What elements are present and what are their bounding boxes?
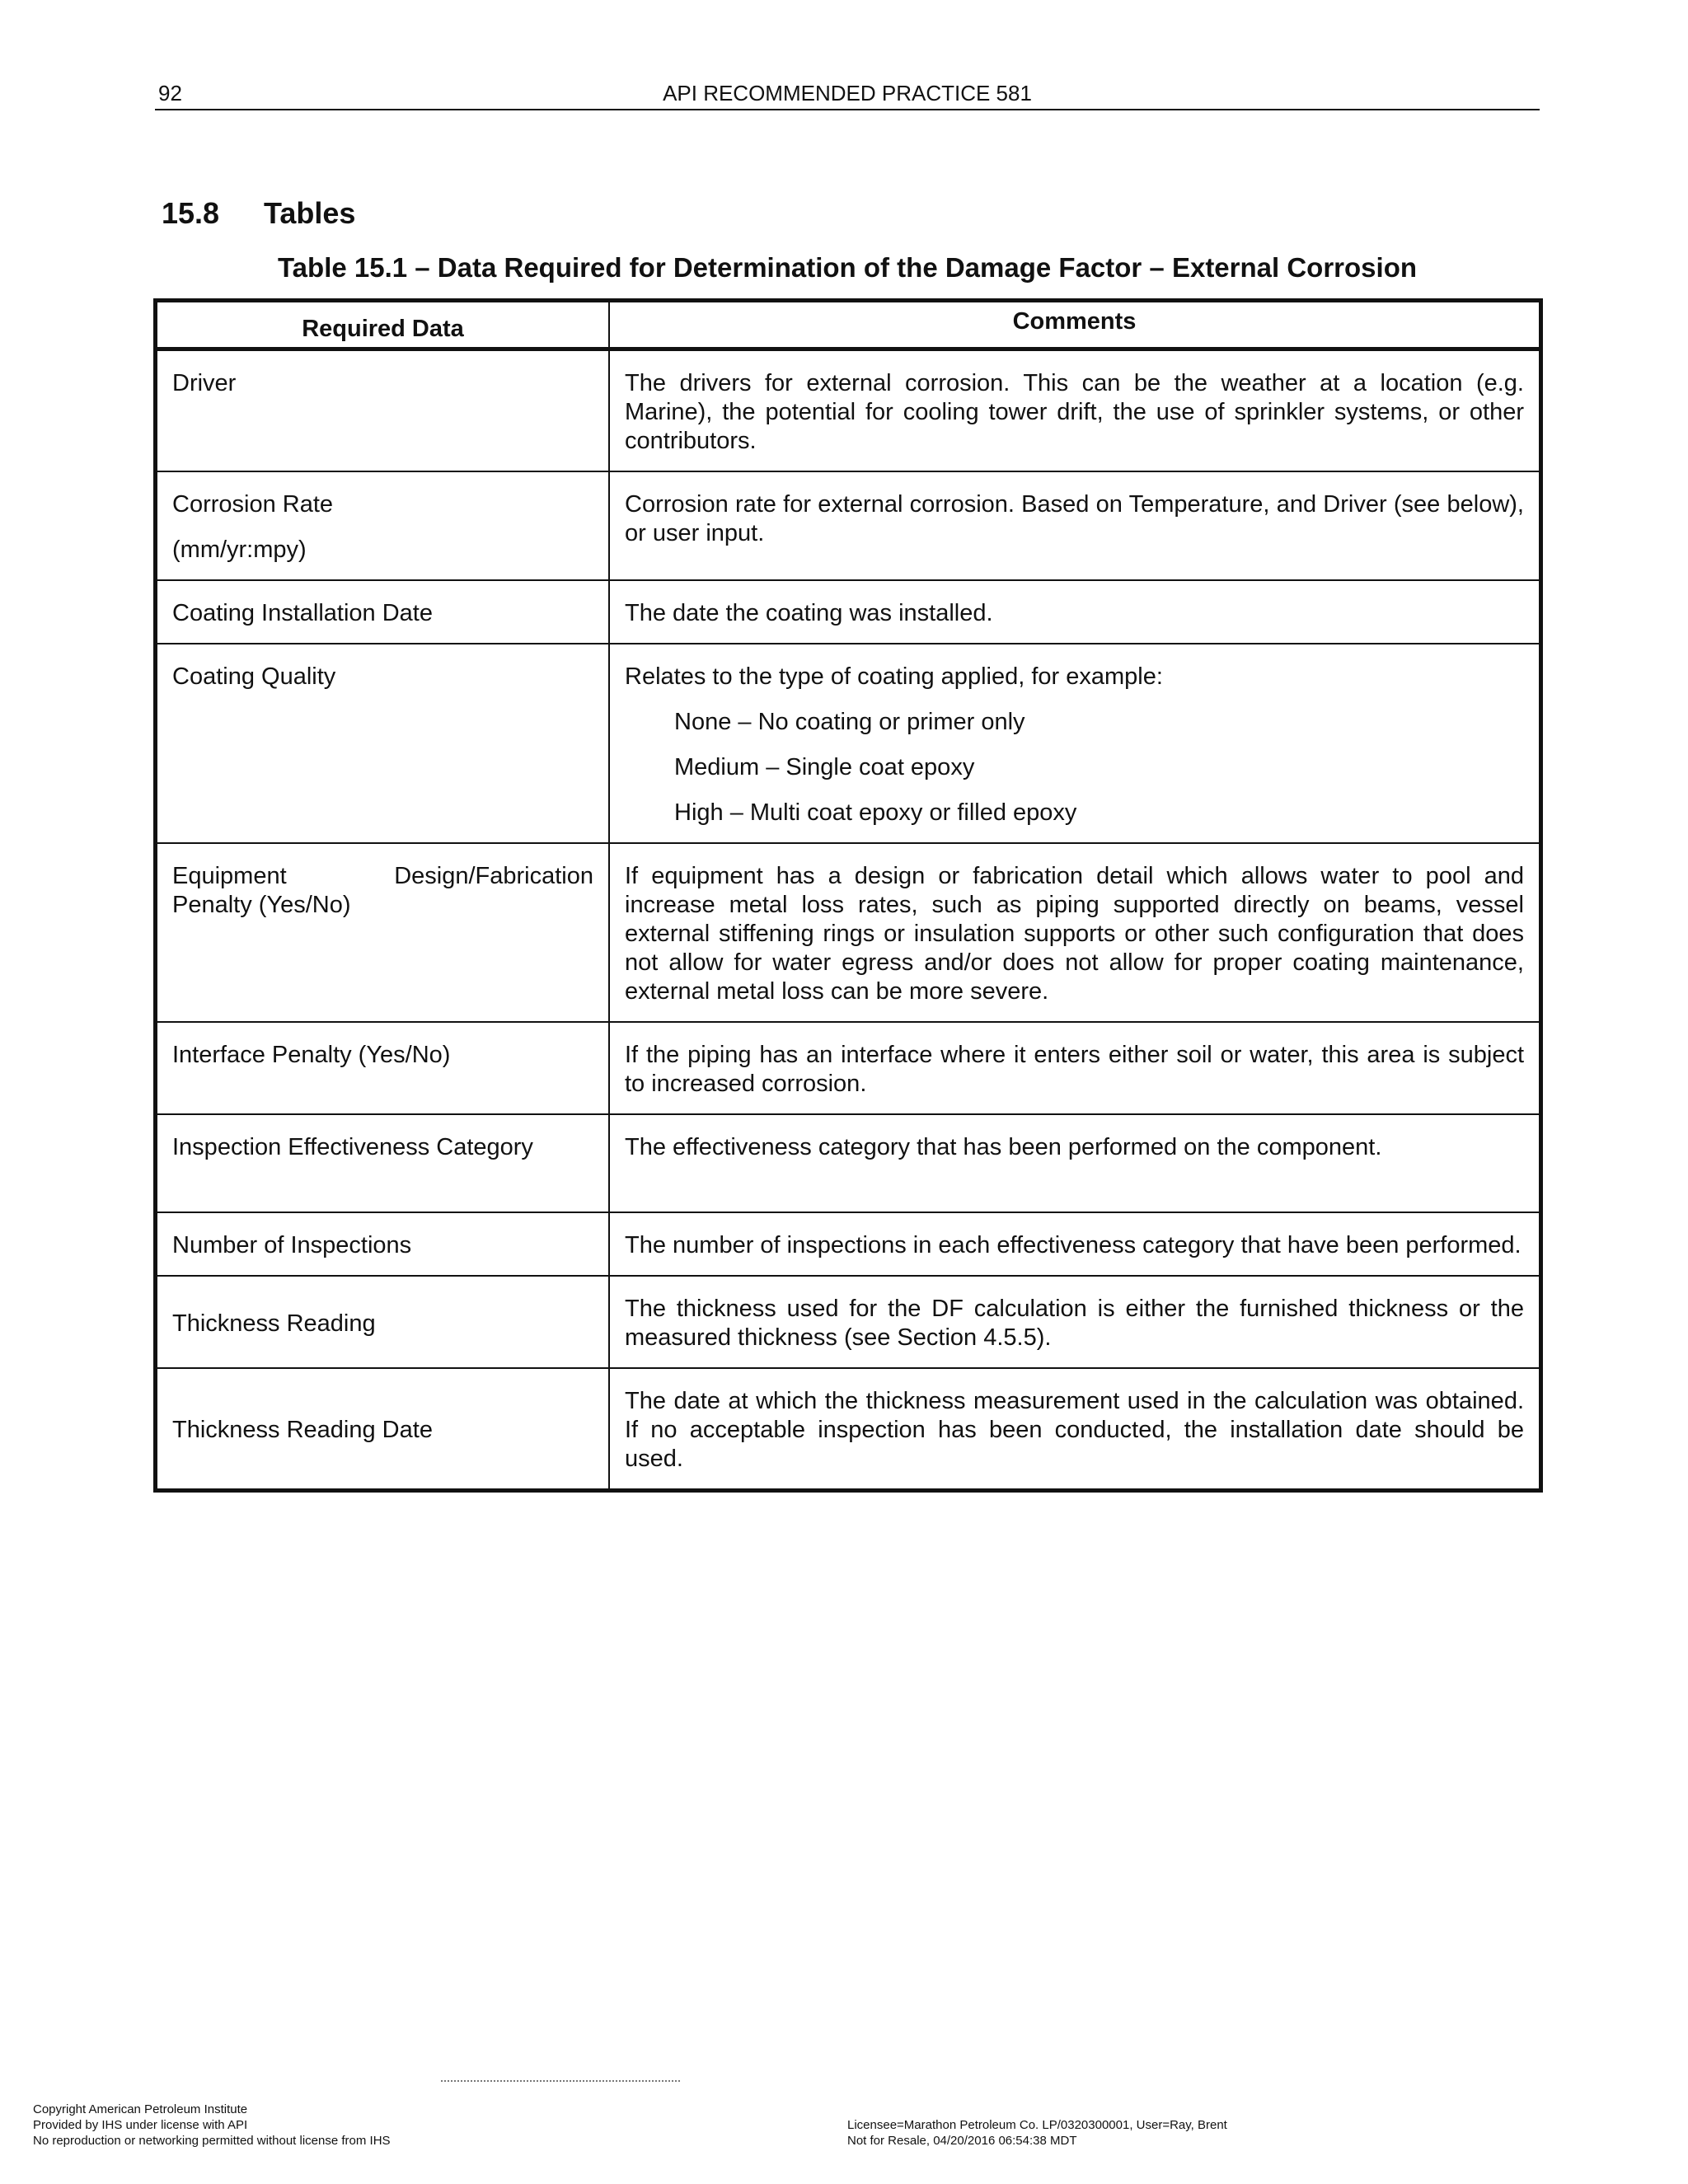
comment-cell xyxy=(609,644,1541,843)
comment-cell: If equipment has a design or fabrication detail which allows water to pool and increase metal loss rates, such as piping supported directly on beams, vessel external stiffening rings or insulation supports or other such configuration that does not allow for water egress and/or does not allow for proper coating maintenance, external metal loss can be more severe. xyxy=(609,843,1541,1022)
section-number: 15.8 xyxy=(162,196,220,230)
required-data-cell: Thickness Reading xyxy=(156,1276,610,1368)
footer-line: No reproduction or networking permitted without license from IHS xyxy=(33,2134,391,2148)
page-header xyxy=(155,76,1540,110)
data-table xyxy=(153,298,1543,1493)
column-header-required-data: Required Data xyxy=(156,301,610,349)
list-item: Medium – Single coat epoxy xyxy=(674,754,975,780)
page-number: 92 xyxy=(158,81,182,105)
table-header-row xyxy=(156,301,1541,349)
comment-cell: Corrosion rate for external corrosion. Based on Temperature, and Driver (see below), or user input. xyxy=(609,471,1541,580)
footer-license xyxy=(847,2117,1227,2149)
comment-cell: The effectiveness category that has been performed on the component. xyxy=(609,1114,1541,1212)
required-data-line: Penalty (Yes/No) xyxy=(172,892,351,918)
required-data-cell: Number of Inspections xyxy=(156,1212,610,1276)
table-row xyxy=(156,1212,1541,1276)
comment-text: Relates to the type of coating applied, for example: xyxy=(625,663,1163,690)
list-item: High – Multi coat epoxy or filled epoxy xyxy=(674,799,1077,826)
table-row xyxy=(156,471,1541,580)
required-data-cell xyxy=(156,843,610,1022)
required-data-cell: Interface Penalty (Yes/No) xyxy=(156,1022,610,1114)
comment-cell: The number of inspections in each effectiveness category that have been performed. xyxy=(609,1212,1541,1276)
table-title: Table 15.1 – Data Required for Determination of the Damage Factor – External Corrosion xyxy=(277,252,1418,283)
footer-line: Licensee=Marathon Petroleum Co. LP/0320300001, User=Ray, Brent xyxy=(847,2118,1227,2132)
required-data-cell: Thickness Reading Date xyxy=(156,1368,610,1491)
column-header-comments: Comments xyxy=(609,301,1541,349)
table-row xyxy=(156,1368,1541,1491)
running-title: API RECOMMENDED PRACTICE 581 xyxy=(663,81,1032,105)
list-item: None – No coating or primer only xyxy=(674,709,1025,735)
table-row xyxy=(156,1276,1541,1368)
footer-copyright xyxy=(33,2102,391,2149)
comment-cell: The date at which the thickness measurement used in the calculation was obtained. If no acceptable inspection has been conducted, the installation date should be used. xyxy=(609,1368,1541,1491)
required-data-unit: (mm/yr:mpy) xyxy=(172,537,307,563)
required-data-cell xyxy=(156,471,610,580)
footer-line: Copyright American Petroleum Institute xyxy=(33,2102,248,2116)
scan-artifact xyxy=(441,2080,680,2083)
table-row xyxy=(156,349,1541,472)
comment-cell: The date the coating was installed. xyxy=(609,580,1541,644)
footer-line: Not for Resale, 04/20/2016 06:54:38 MDT xyxy=(847,2134,1077,2148)
section-title: Tables xyxy=(264,196,356,230)
required-data-cell: Driver xyxy=(156,349,610,472)
required-data-text: Corrosion Rate xyxy=(172,491,334,518)
table-row xyxy=(156,644,1541,843)
footer-line: Provided by IHS under license with API xyxy=(33,2118,248,2132)
table-row xyxy=(156,1114,1541,1212)
comment-cell: The drivers for external corrosion. This can be the weather at a location (e.g. Marine), the potential for cooling tower drift, the use of sprinkler systems, or other contributors. xyxy=(609,349,1541,472)
table-row xyxy=(156,1022,1541,1114)
required-data-line: Equipment Design/Fabrication xyxy=(172,863,593,889)
section-heading xyxy=(162,196,355,231)
comment-cell: If the piping has an interface where it enters either soil or water, this area is subject to increased corrosion. xyxy=(609,1022,1541,1114)
comment-cell: The thickness used for the DF calculation is either the furnished thickness or the measured thickness (see Section 4.5.5). xyxy=(609,1276,1541,1368)
table-row xyxy=(156,843,1541,1022)
required-data-cell: Inspection Effectiveness Category xyxy=(156,1114,610,1212)
required-data-cell: Coating Installation Date xyxy=(156,580,610,644)
required-data-cell: Coating Quality xyxy=(156,644,610,843)
table-row xyxy=(156,580,1541,644)
